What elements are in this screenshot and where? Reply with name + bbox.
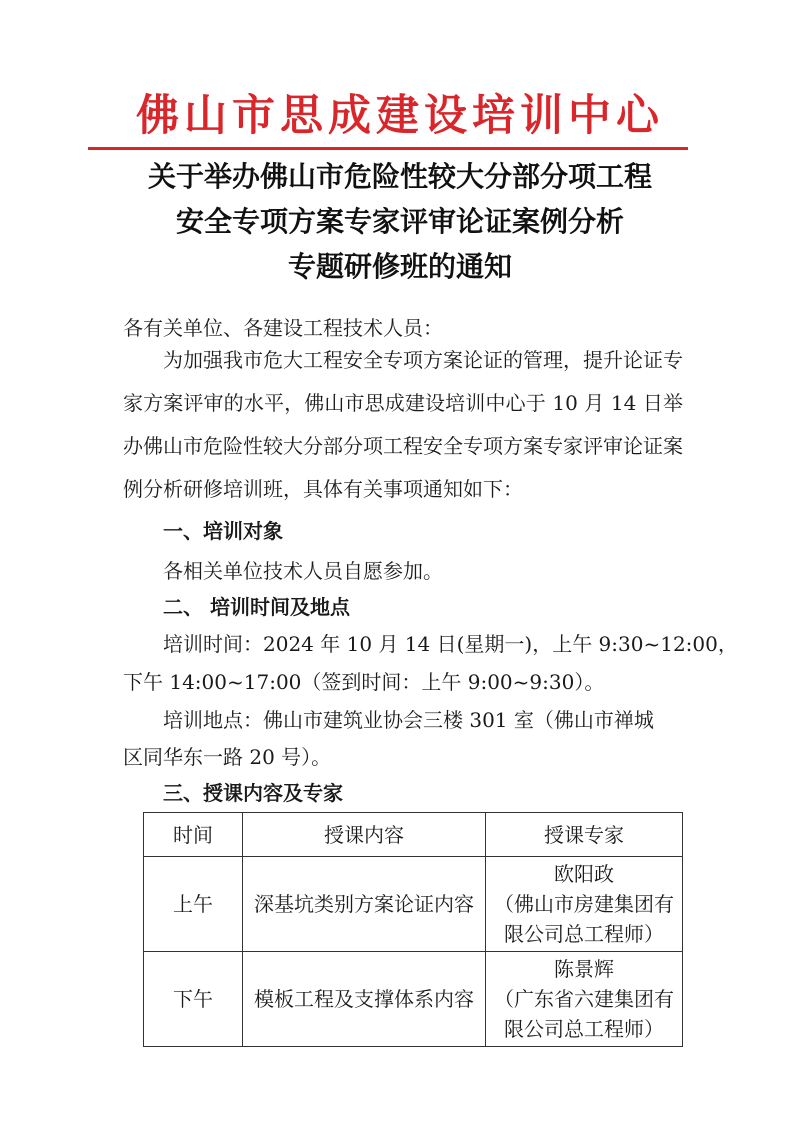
row-expert <box>486 857 683 952</box>
expert-name: 欧阳政 <box>554 862 614 886</box>
title-line-1: 关于举办佛山市危险性较大分部分项工程 <box>147 160 652 193</box>
training-time-line-2: 下午 14:00~17:00（签到时间：上午 9:00~9:30）。 <box>123 670 605 694</box>
row-time: 上午 <box>144 857 243 952</box>
salutation: 各有关单位、各建设工程技术人员： <box>123 316 443 340</box>
expert-title: （广东省六建集团有限公司总工程师） <box>494 987 674 1041</box>
row-expert <box>486 952 683 1047</box>
header-time: 时间 <box>144 813 243 857</box>
schedule-row-morning <box>144 857 683 952</box>
training-place-line-1: 培训地点：佛山市建筑业协会三楼 301 室（佛山市禅城 <box>163 708 654 732</box>
section-2-heading: 二、 培训时间及地点 <box>163 595 350 619</box>
document-title <box>0 154 800 289</box>
row-content: 深基坑类别方案论证内容 <box>243 857 486 952</box>
row-time: 下午 <box>144 952 243 1047</box>
row-content: 模板工程及支撑体系内容 <box>243 952 486 1047</box>
title-line-2: 安全专项方案专家评审论证案例分析 <box>175 205 624 238</box>
schedule-header-row <box>144 813 683 857</box>
section-1-heading: 一、培训对象 <box>163 519 283 543</box>
header-expert: 授课专家 <box>486 813 683 857</box>
training-place-line-2: 区同华东一路 20 号）。 <box>123 745 332 769</box>
schedule-row-afternoon <box>144 952 683 1047</box>
training-time-line-1: 培训时间：2024 年 10 月 14 日(星期一)，上午 9:30~12:00， <box>163 632 738 656</box>
expert-name: 陈景辉 <box>554 957 614 981</box>
header-red-rule <box>88 147 688 150</box>
schedule-table <box>143 812 683 1047</box>
header-content: 授课内容 <box>243 813 486 857</box>
title-line-3: 专题研修班的通知 <box>287 250 512 283</box>
section-1-text: 各相关单位技术人员自愿参加。 <box>163 559 443 583</box>
organization-header: 佛山市思成建设培训中心 <box>136 91 664 141</box>
section-3-heading: 三、授课内容及专家 <box>163 781 343 805</box>
intro-paragraph: 为加强我市危大工程安全专项方案论证的管理，提升论证专家方案评审的水平，佛山市思成建设培训中心于 10 月 14 日举办佛山市危险性较大分部分项工程安全专项方案专家评审论证案例分析研修培训班，具体有关事项通知如下： <box>123 348 683 501</box>
expert-title: （佛山市房建集团有限公司总工程师） <box>494 892 674 946</box>
